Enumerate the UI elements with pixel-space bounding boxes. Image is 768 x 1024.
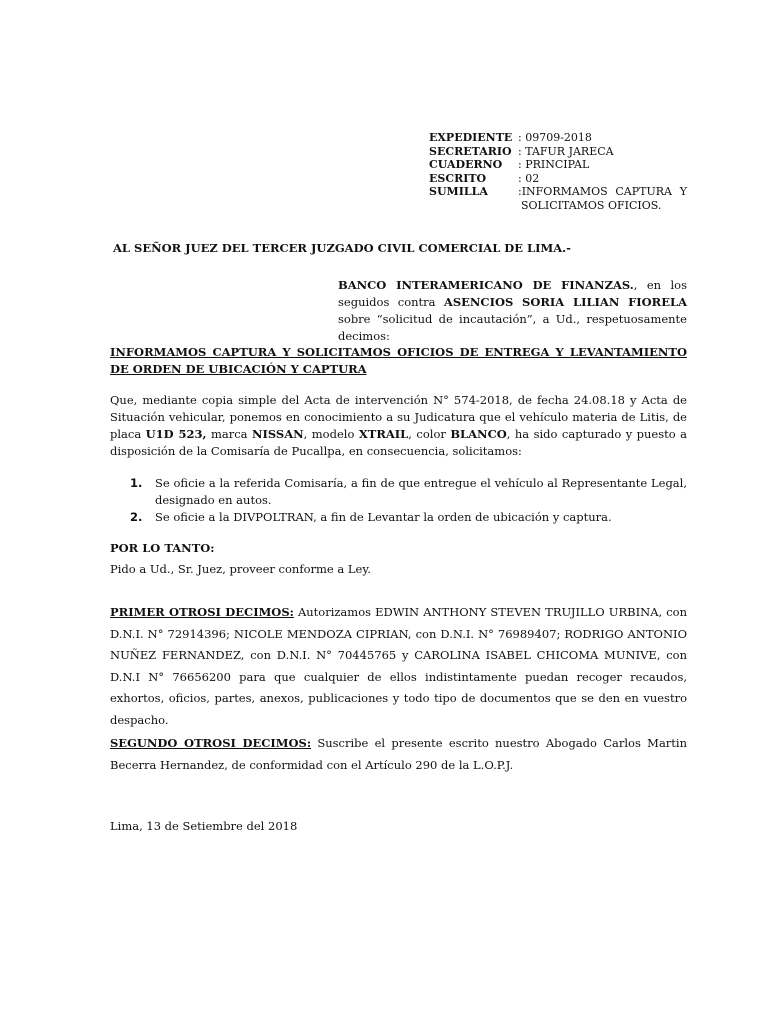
meta-value: :INFORMAMOS CAPTURA Y: [518, 185, 687, 199]
bank-name: BANCO INTERAMERICANO DE FINANZAS.: [338, 278, 634, 292]
request-list: [130, 475, 687, 526]
meta-label: CUADERNO: [429, 158, 503, 172]
list-text: Se oficie a la referida Comisaría, a fin de que entregue el vehículo al Representante Legal, designado en autos.: [155, 476, 687, 507]
para-text: marca: [206, 427, 252, 441]
por-lo-tanto-heading: POR LO TANTO:: [110, 541, 215, 555]
meta-label: EXPEDIENTE: [429, 131, 513, 144]
intro-text: , en los seguidos contra: [338, 278, 687, 309]
case-meta: [429, 131, 687, 213]
addressee: AL SEÑOR JUEZ DEL TERCER JUZGADO CIVIL COMERCIAL DE LIMA.-: [113, 241, 571, 255]
main-paragraph: [110, 392, 687, 460]
segundo-otrosi: [110, 733, 687, 776]
petition-text: Pido a Ud., Sr. Juez, proveer conforme a Ley.: [110, 562, 371, 576]
meta-row-escrito: [429, 172, 687, 186]
otrosi-text: Suscribe el presente escrito nuestro Abogado Carlos Martin Becerra Hernandez, de conformidad con el Artículo 290 de la L.O.P.J.: [110, 736, 687, 772]
intro-paragraph: [338, 277, 687, 345]
meta-value: : PRINCIPAL: [518, 158, 590, 172]
vehicle-color: BLANCO: [450, 427, 507, 441]
meta-value: : TAFUR JARECA: [518, 144, 614, 158]
meta-label: ESCRITO: [429, 171, 487, 185]
vehicle-model: XTRAIL: [358, 427, 409, 441]
meta-value: : 02: [518, 171, 540, 185]
para-text: Que, mediante copia simple del Acta de intervención N° 574-2018, de fecha 24.08.18 y Acta de Situación vehicular, ponemos en conocimiento a su Judicatura que el vehículo materia de Litis, de placa: [110, 393, 687, 441]
otrosi-title: PRIMER OTROSI DECIMOS:: [110, 605, 294, 619]
para-text: , color: [408, 427, 451, 441]
meta-row-cuaderno: [429, 158, 687, 172]
para-text: , ha sido capturado y puesto a disposición de la Comisaría de Pucallpa, en consecuencia, solicitamos:: [110, 427, 687, 458]
list-number: 2.: [130, 510, 143, 524]
intro-text: sobre “solicitud de incautación”, a Ud., respetuosamente decimos:: [338, 312, 687, 343]
defendant-name: ASENCIOS SORIA LILIAN FIORELA: [443, 295, 688, 309]
vehicle-plate: U1D 523,: [145, 427, 207, 441]
list-text: Se oficie a la DIVPOLTRAN, a fin de Levantar la orden de ubicación y captura.: [155, 510, 612, 524]
section-heading: INFORMAMOS CAPTURA Y SOLICITAMOS OFICIOS DE ENTREGA Y LEVANTAMIENTO DE ORDEN DE UBICACIÓN Y CAPTURA: [110, 345, 687, 376]
meta-label: SUMILLA: [429, 185, 488, 199]
otrosi-title: SEGUNDO OTROSI DECIMOS:: [110, 736, 312, 750]
document-date: Lima, 13 de Setiembre del 2018: [110, 819, 298, 833]
vehicle-brand: NISSAN: [251, 427, 304, 441]
meta-label: SECRETARIO: [429, 144, 512, 158]
otrosi-text: Autorizamos EDWIN ANTHONY STEVEN TRUJILLO URBINA, con D.N.I. N° 72914396; NICOLE MENDOZA CIPRIAN, con D.N.I. N° 76989407; RODRIGO ANTONIO NUÑEZ FERNANDEZ, con D.N.I. N° 70445765 y CAROLINA ISABEL CHICOMA MUNIVE, con D.N.I N° 76656200 para que cualquier de ellos indistintamente puedan recoger recaudos, exhortos, oficios, partes, anexos, publicaciones y todo tipo de documentos que se den en vuestro despacho.: [110, 605, 688, 727]
primer-otrosi: [110, 602, 687, 731]
meta-value-continuation: SOLICITAMOS OFICIOS.: [521, 198, 662, 212]
meta-value: : 09709-2018: [518, 131, 592, 144]
meta-row-secretario: [429, 145, 687, 159]
meta-row-sumilla: [429, 185, 687, 199]
meta-row-expediente: [429, 131, 687, 145]
para-text: , modelo: [303, 427, 359, 441]
list-item: [130, 509, 687, 526]
list-number: 1.: [130, 476, 143, 490]
list-item: [130, 475, 687, 509]
